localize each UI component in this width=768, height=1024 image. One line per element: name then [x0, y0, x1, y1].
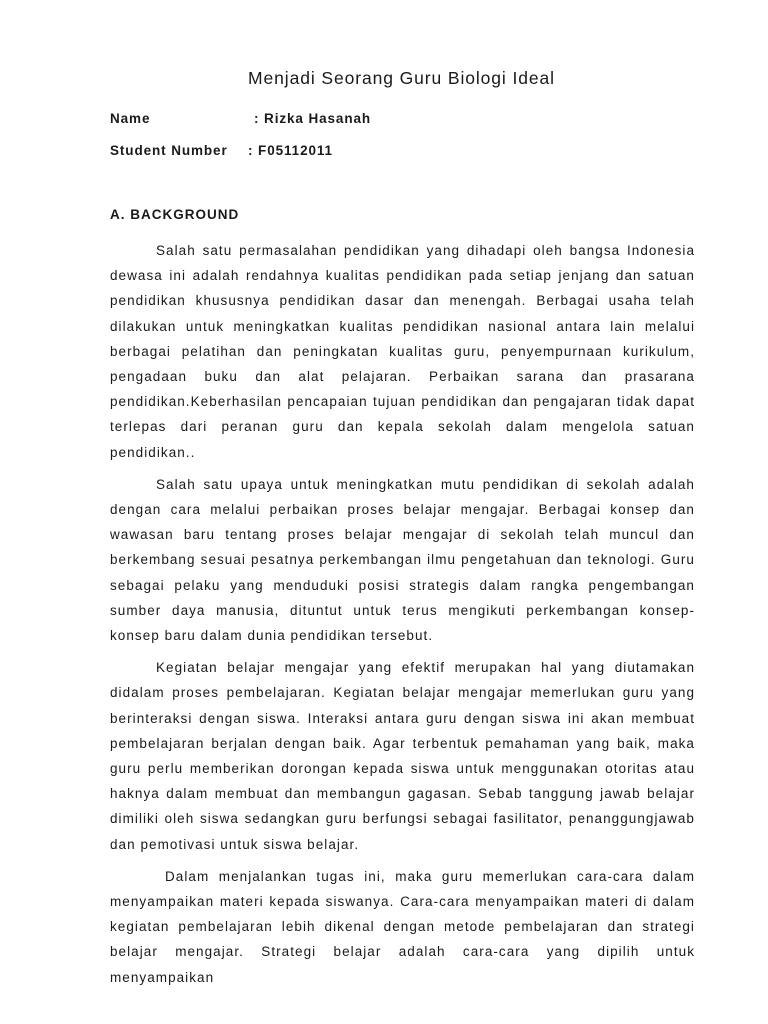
section-heading: A. BACKGROUND — [110, 207, 240, 222]
document-title: Menjadi Seorang Guru Biologi Ideal — [248, 68, 555, 88]
paragraph: Kegiatan belajar mengajar yang efektif merupakan hal yang diutamakan didalam proses pembelajaran. Kegiatan belajar mengajar memerlukan guru yang berinteraksi dengan siswa. Interaksi antara guru dengan siswa ini akan membuat pembelajaran berjalan dengan baik. Agar terbentuk pemahaman yang baik, maka guru perlu memberikan dorongan kepada siswa untuk menggunakan otoritas atau haknya dalam membuat dan membangun gagasan. Sebab tanggung jawab belajar dimiliki oleh siswa sedangkan guru berfungsi sebagai fasilitator, penanggungjawab dan pemotivasi untuk siswa belajar. — [110, 660, 695, 852]
student-number-value: : F05112011 — [248, 143, 333, 158]
paragraph: Salah satu permasalahan pendidikan yang dihadapi oleh bangsa Indonesia dewasa ini adalah rendahnya kualitas pendidikan pada setiap jenjang dan satuan pendidikan khususnya pendidikan dasar dan menengah. Berbagai usaha telah dilakukan untuk meningkatkan kualitas pendidikan nasional antara lain melalui berbagai pelatihan dan peningkatan kualitas guru, penyempurnaan kurikulum, pengadaan buku dan alat pelajaran. Perbaikan sarana dan prasarana pendidikan.Keberhasilan pencapaian tujuan pendidikan dan pengajaran tidak dapat terlepas dari peranan guru dan kepala sekolah dalam mengelola satuan pendidikan.. — [110, 243, 695, 460]
document-body — [110, 238, 695, 997]
name-label: Name — [110, 111, 151, 126]
name-row — [110, 111, 372, 126]
paragraph: Dalam menjalankan tugas ini, maka guru memerlukan cara-cara dalam menyampaikan materi kepada siswanya. Cara-cara menyampaikan materi di dalam kegiatan pembelajaran lebih dikenal dengan metode pembelajaran dan strategi belajar mengajar. Strategi belajar adalah cara-cara yang dipilih untuk menyampaikan — [110, 868, 695, 985]
paragraph: Salah satu upaya untuk meningkatkan mutu pendidikan di sekolah adalah dengan cara melalui perbaikan proses belajar mengajar. Berbagai konsep dan wawasan baru tentang proses belajar mengajar di sekolah telah muncul dan berkembang sesuai pesatnya perkembangan ilmu pengetahuan dan teknologi. Guru sebagai pelaku yang menduduki posisi strategis dalam rangka pengembangan sumber daya manusia, dituntut untuk terus mengikuti perkembangan konsep-konsep baru dalam dunia pendidikan tersebut. — [110, 476, 695, 644]
student-number-label: Student Number — [110, 143, 228, 158]
student-number-row — [110, 143, 333, 158]
name-value: : Rizka Hasanah — [254, 111, 372, 126]
